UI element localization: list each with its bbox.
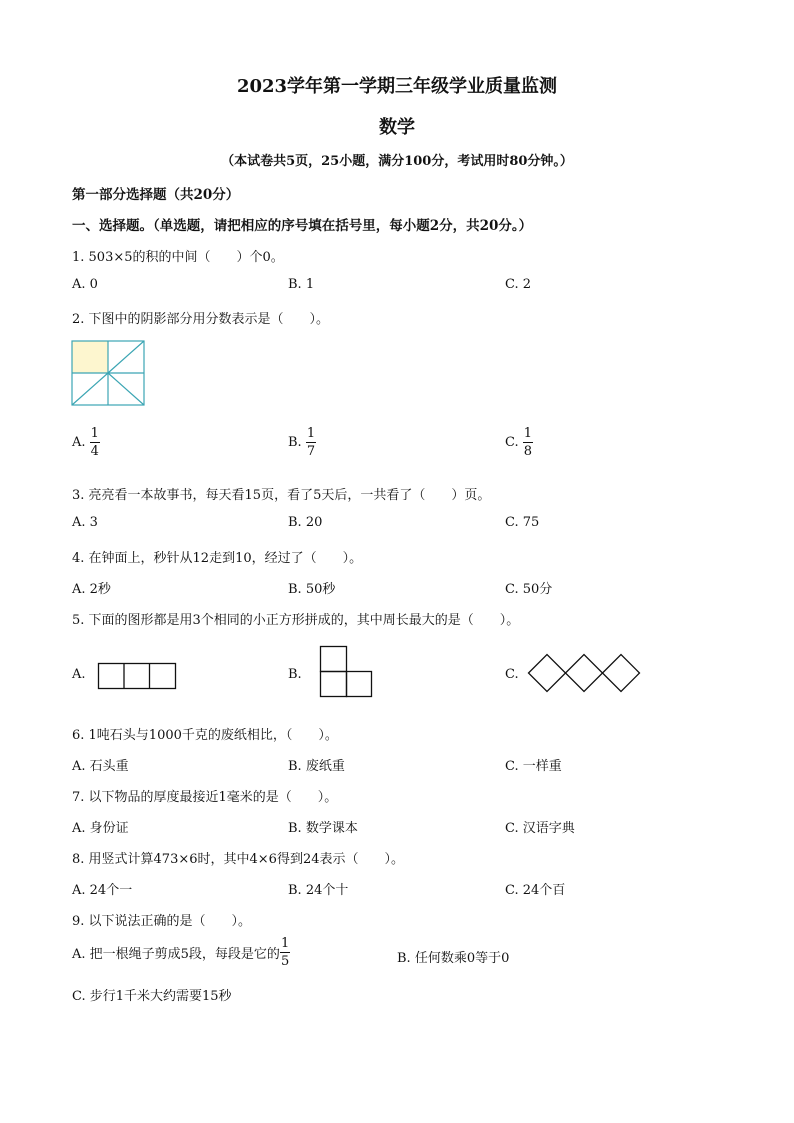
question-9-stem: 9. 以下说法正确的是（ ）。: [72, 914, 252, 929]
question-4-option-c: C. 50分: [505, 582, 553, 597]
question-4-stem: 4. 在钟面上，秒针从12走到10，经过了（ ）。: [72, 551, 363, 566]
question-5-option-c-label: C.: [505, 667, 519, 682]
question-4-option-a: A. 2秒: [72, 582, 111, 597]
question-3-option-a: A. 3: [72, 515, 98, 530]
fraction-one-fifth: $\frac{1}{5}$: [280, 936, 290, 969]
question-8-stem: 8. 用竖式计算473×6时，其中4×6得到24表示（ ）。: [72, 852, 404, 867]
question-2-option-a: [72, 426, 100, 459]
question-3-option-b: B. 20: [288, 515, 323, 530]
question-8-option-c: C. 24个百: [505, 883, 566, 898]
question-7-option-a: A. 身份证: [72, 821, 129, 836]
question-5-shape-b: [320, 646, 373, 698]
question-5-shape-a: [98, 663, 176, 690]
question-7-stem: 7. 以下物品的厚度最接近1毫米的是（ ）。: [72, 790, 338, 805]
shaded-region: [72, 341, 108, 373]
option-letter: B.: [288, 435, 302, 450]
question-7-option-c: C. 汉语字典: [505, 821, 575, 836]
question-6-option-a: A. 石头重: [72, 759, 129, 774]
question-9-option-c: C. 步行1千米大约需要15秒: [72, 989, 232, 1004]
question-8-option-b: B. 24个十: [288, 883, 349, 898]
question-9-option-b: B. 任何数乘0等于0: [397, 951, 510, 966]
subject-title: 数学: [379, 117, 415, 138]
option-letter: C.: [505, 435, 519, 450]
question-2-option-b: [288, 426, 316, 459]
option-text: A. 把一根绳子剪成5段，每段是它的: [72, 947, 280, 962]
fraction-one-quarter: $\frac{1}{4}$: [90, 426, 99, 459]
question-1-stem: 1. 503×5的积的中间（ ）个0。: [72, 250, 284, 265]
option-letter: A.: [72, 435, 86, 450]
question-5-option-a-label: A.: [72, 667, 86, 682]
question-5-shape-c: [528, 654, 640, 692]
question-4-option-b: B. 50秒: [288, 582, 336, 597]
fraction-one-eighth: $\frac{1}{8}$: [523, 426, 533, 459]
question-6-option-c: C. 一样重: [505, 759, 562, 774]
question-1-option-c: C. 2: [505, 277, 532, 292]
section-instructions: 一、选择题。（单选题，请把相应的序号填在括号里，每小题2分，共20分。）: [72, 218, 533, 234]
question-5-stem: 5. 下面的图形都是用3个相同的小正方形拼成的，其中周长最大的是（ ）。: [72, 613, 520, 628]
fraction-one-seventh: $\frac{1}{7}$: [306, 426, 316, 459]
question-1-option-a: A. 0: [72, 277, 98, 292]
exam-note: （本试卷共5页，25小题，满分100分，考试用时80分钟。）: [221, 154, 573, 169]
part-heading: 第一部分选择题（共20分）: [72, 187, 240, 203]
question-3-stem: 3. 亮亮看一本故事书，每天看15页，看了5天后，一共看了（ ）页。: [72, 488, 491, 503]
question-9-option-a: [72, 936, 290, 969]
question-5-option-b-label: B.: [288, 667, 302, 682]
question-6-stem: 6. 1吨石头与1000千克的废纸相比，（ ）。: [72, 728, 338, 743]
question-7-option-b: B. 数学课本: [288, 821, 358, 836]
question-2-option-c: [505, 426, 533, 459]
question-8-option-a: A. 24个一: [72, 883, 133, 898]
question-6-option-b: B. 废纸重: [288, 759, 345, 774]
question-2-grid-figure: [72, 341, 144, 405]
question-1-option-b: B. 1: [288, 277, 315, 292]
question-2-stem: 2. 下图中的阴影部分用分数表示是（ ）。: [72, 312, 330, 327]
question-3-option-c: C. 75: [505, 515, 540, 530]
exam-title: 2023学年第一学期三年级学业质量监测: [236, 76, 558, 97]
